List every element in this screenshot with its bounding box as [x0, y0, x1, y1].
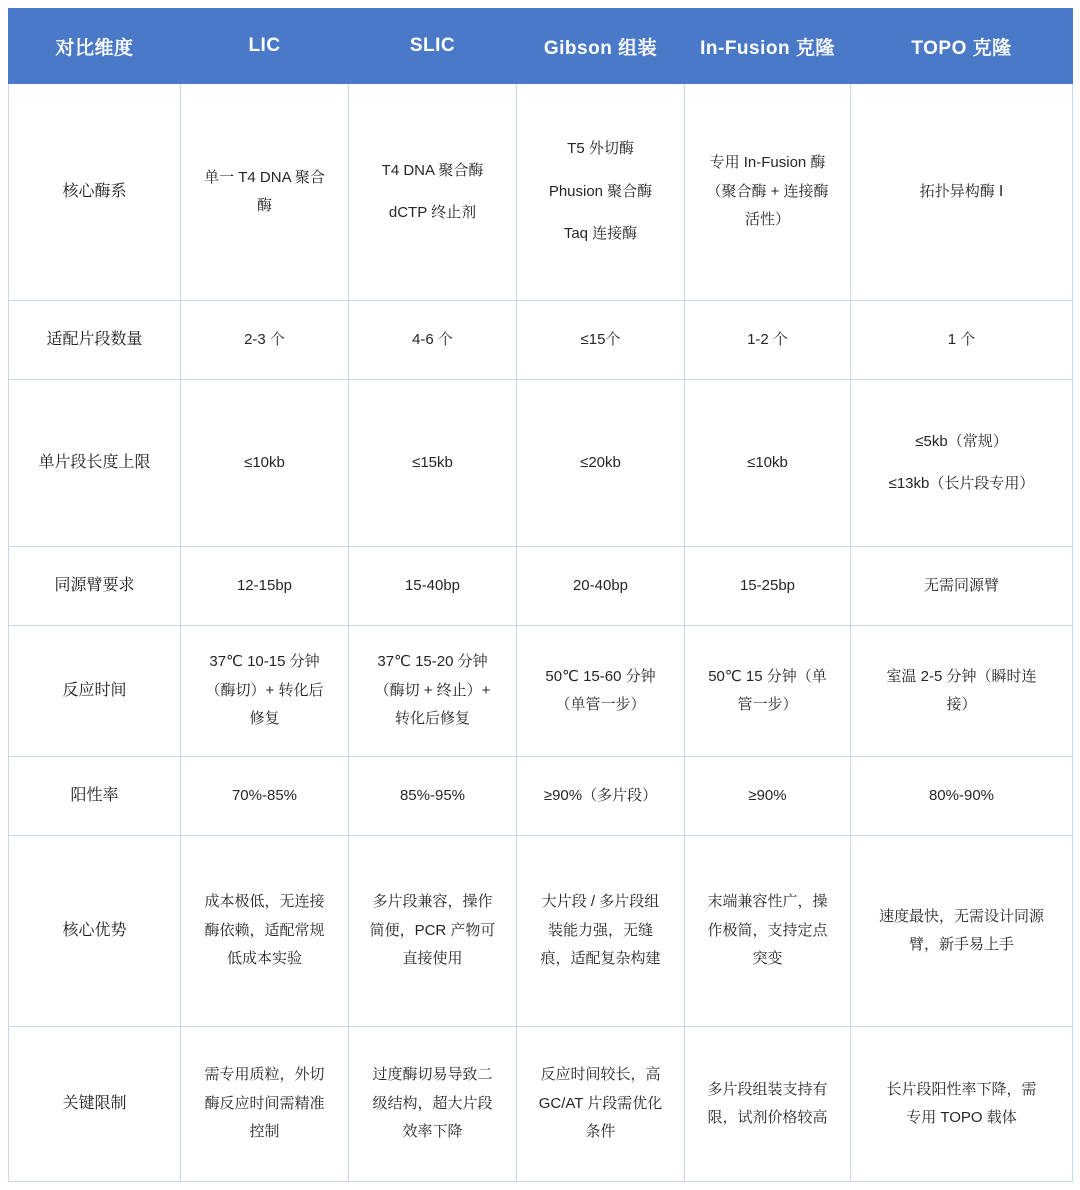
table-row [9, 626, 1073, 757]
cell-line: 作极简，支持定点 [707, 921, 828, 939]
table-header-row [9, 9, 1073, 84]
table-cell [349, 301, 517, 380]
column-header-gibson: Gibson 组装 [517, 9, 685, 84]
cell-line: 4-6 个 [412, 330, 453, 348]
cell-line: 1-2 个 [747, 330, 788, 348]
table-cell [349, 84, 517, 301]
table-cell [685, 1027, 851, 1182]
table-row [9, 547, 1073, 626]
cell-line: 37℃ 10-15 分钟 [209, 653, 320, 671]
cell-line: 85%-95% [399, 786, 466, 804]
table-cell [851, 547, 1073, 626]
cell-line: 15-25bp [739, 576, 796, 594]
row-label: 核心优势 [9, 836, 181, 1027]
cell-line: 效率下降 [402, 1123, 463, 1141]
cell-line: 简便，PCR 产物可 [369, 921, 496, 939]
table-cell [349, 547, 517, 626]
cell-line: 专用 In-Fusion 酶 [709, 154, 826, 172]
cell-line: 1 个 [947, 330, 976, 348]
table-body [9, 84, 1073, 1182]
cell-line: 过度酶切易导致二 [372, 1066, 493, 1084]
table-cell [517, 626, 685, 757]
cell-line: 修复 [249, 710, 280, 728]
cell-line: 条件 [585, 1123, 616, 1141]
cell-line: 15-40bp [404, 576, 461, 594]
cell-line: ≥90%（多片段） [543, 786, 658, 804]
table-cell [517, 84, 685, 301]
table-cell [349, 626, 517, 757]
cell-line: 突变 [752, 950, 783, 968]
table-cell [685, 836, 851, 1027]
table-row [9, 757, 1073, 836]
cell-line-gap [529, 206, 672, 220]
cell-line: 50℃ 15-60 分钟 [545, 667, 656, 685]
table-cell [685, 380, 851, 547]
table-cell [517, 1027, 685, 1182]
cell-line: 速度最快，无需设计同源 [878, 907, 1044, 925]
table-row [9, 301, 1073, 380]
table-row [9, 84, 1073, 301]
cell-line: 转化后修复 [394, 710, 470, 728]
cell-line: ≤5kb（常规） [915, 432, 1008, 450]
cell-line: 37℃ 15-20 分钟 [377, 653, 488, 671]
column-header-infusion: In-Fusion 克隆 [685, 9, 851, 84]
cell-line: （酶切）+ 转化后 [205, 681, 324, 699]
cell-line: Taq 连接酶 [563, 225, 638, 243]
column-header-lic: LIC [181, 9, 349, 84]
table-cell [685, 757, 851, 836]
row-label: 反应时间 [9, 626, 181, 757]
table-cell [181, 626, 349, 757]
cell-line-gap [361, 185, 504, 199]
row-label: 同源臂要求 [9, 547, 181, 626]
cell-line: 活性） [744, 211, 790, 229]
table-row [9, 380, 1073, 547]
cell-line: 长片段阳性率下降，需 [886, 1080, 1037, 1098]
table-cell [181, 757, 349, 836]
table-cell [349, 757, 517, 836]
cell-line: 酶依赖，适配常规 [204, 921, 325, 939]
comparison-table [8, 8, 1073, 1182]
cell-line: ≤10kb [747, 453, 788, 471]
table-cell [851, 757, 1073, 836]
column-header-dimension: 对比维度 [9, 9, 181, 84]
cell-line: （单管一步） [555, 696, 646, 713]
cell-line: 酶反应时间需精准 [204, 1094, 325, 1112]
cell-line: 拓扑异构酶 Ⅰ [919, 182, 1004, 200]
cell-line: 成本极低，无连接 [204, 893, 325, 911]
cell-line: ≤13kb（长片段专用） [888, 475, 1035, 492]
cell-line: 级结构，超大片段 [372, 1094, 493, 1112]
cell-line-gap [863, 456, 1060, 470]
table-header [9, 9, 1073, 84]
cell-line: 装能力强，无缝 [547, 921, 653, 939]
row-label: 关键限制 [9, 1027, 181, 1182]
cell-line: ≤15个 [580, 330, 621, 348]
cell-line: 无需同源臂 [923, 576, 999, 594]
cell-line: GC/AT 片段需优化 [538, 1094, 663, 1112]
cell-line: 管一步） [737, 696, 798, 713]
table-cell [349, 836, 517, 1027]
table-cell [349, 380, 517, 547]
table-cell [181, 836, 349, 1027]
table-row [9, 1027, 1073, 1182]
table-cell [181, 301, 349, 380]
table-cell [517, 757, 685, 836]
cell-line: 70%-85% [231, 786, 298, 804]
cell-line: 直接使用 [402, 950, 463, 968]
cell-line: （酶切 + 终止）+ [374, 681, 491, 699]
cell-line-gap [529, 164, 672, 178]
table-cell [685, 626, 851, 757]
table-cell [685, 547, 851, 626]
cell-line: dCTP 终止剂 [388, 204, 477, 221]
cell-line: 20-40bp [572, 576, 629, 594]
cell-line: 80%-90% [928, 786, 995, 804]
cell-line: Phusion 聚合酶 [548, 182, 653, 200]
cell-line: （聚合酶 + 连接酶 [706, 182, 829, 200]
cell-line: 末端兼容性广，操 [707, 893, 828, 911]
table-cell [517, 547, 685, 626]
cell-line: 反应时间较长，高 [540, 1066, 661, 1084]
cell-line: 低成本实验 [226, 950, 302, 968]
table-cell [517, 301, 685, 380]
cell-line: 限，试剂价格较高 [707, 1109, 828, 1126]
table-cell [349, 1027, 517, 1182]
cell-line: ≤20kb [580, 453, 621, 471]
cell-line: 酶 [256, 197, 272, 214]
cell-line: 室温 2-5 分钟（瞬时连 [886, 667, 1037, 685]
table-cell [181, 1027, 349, 1182]
cell-line: 专用 TOPO 载体 [906, 1109, 1017, 1126]
cell-line: 痕，适配复杂构建 [540, 950, 661, 968]
table-cell [851, 84, 1073, 301]
table-cell [181, 380, 349, 547]
table-cell [685, 84, 851, 301]
row-label: 单片段长度上限 [9, 380, 181, 547]
cell-line: ≥90% [748, 786, 787, 804]
cell-line: 大片段 / 多片段组 [541, 893, 660, 911]
table-cell [181, 547, 349, 626]
cell-line: T4 DNA 聚合酶 [381, 161, 484, 179]
cell-line: 控制 [249, 1123, 280, 1141]
table-cell [181, 84, 349, 301]
cell-line: ≤10kb [244, 453, 285, 471]
table-cell [685, 301, 851, 380]
cell-line: 2-3 个 [244, 330, 285, 348]
cell-line: 需专用质粒，外切 [204, 1066, 325, 1084]
cell-line: T5 外切酶 [567, 140, 634, 158]
column-header-topo: TOPO 克隆 [851, 9, 1073, 84]
row-label: 核心酶系 [9, 84, 181, 301]
cell-line: 多片段兼容，操作 [372, 893, 493, 911]
table-cell [851, 301, 1073, 380]
cell-line: 50℃ 15 分钟（单 [708, 667, 827, 685]
cell-line: 臂，新手易上手 [908, 936, 1014, 953]
cell-line: 12-15bp [236, 576, 293, 594]
table-cell [851, 626, 1073, 757]
table-cell [851, 836, 1073, 1027]
cell-line: ≤15kb [412, 453, 453, 471]
cell-line: 单一 T4 DNA 聚合 [204, 168, 325, 186]
cell-line: 多片段组装支持有 [707, 1080, 828, 1098]
table-cell [517, 380, 685, 547]
column-header-slic: SLIC [349, 9, 517, 84]
table-row [9, 836, 1073, 1027]
table-cell [851, 1027, 1073, 1182]
table-cell [517, 836, 685, 1027]
row-label: 适配片段数量 [9, 301, 181, 380]
table-cell [851, 380, 1073, 547]
row-label: 阳性率 [9, 757, 181, 836]
cell-line: 接） [946, 696, 977, 713]
